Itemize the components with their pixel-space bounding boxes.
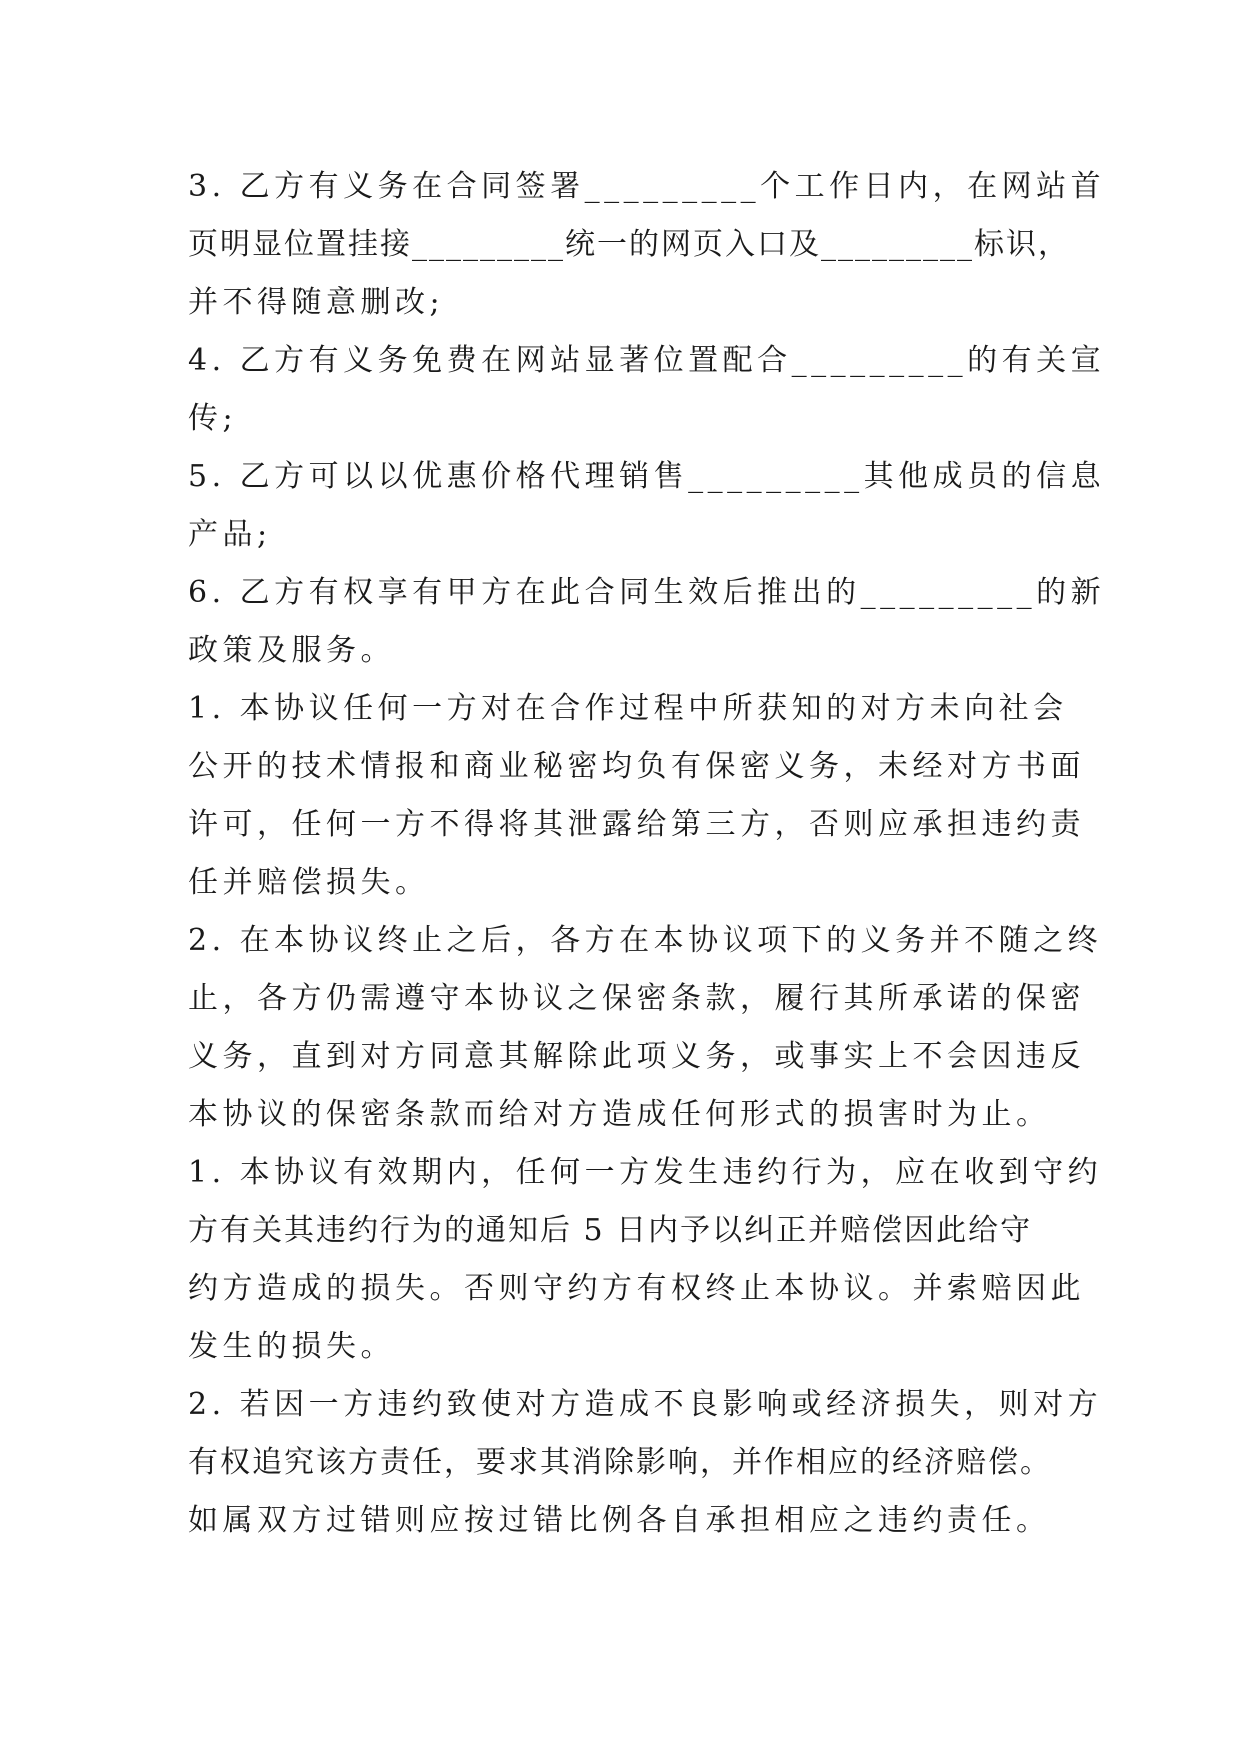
text-line: 政策及服务。 — [188, 633, 395, 668]
text-line: 2. 在本协议终止之后，各方在本协议项下的义务并不随之终 — [188, 923, 1103, 958]
text-line: 义务，直到对方同意其解除此项义务，或事实上不会因违反 — [188, 1039, 1085, 1074]
text-line: 3. 乙方有义务在合同签署_________个工作日内，在网站首 — [188, 169, 1106, 204]
text-line: 许可，任何一方不得将其泄露给第三方，否则应承担违约责 — [188, 807, 1085, 842]
text-line: 产品; — [188, 517, 272, 552]
text-line: 5. 乙方可以以优惠价格代理销售_________其他成员的信息 — [188, 459, 1106, 494]
text-line: 任并赔偿损失。 — [188, 865, 430, 900]
text-line: 2. 若因一方违约致使对方造成不良影响或经济损失，则对方 — [188, 1387, 1103, 1422]
text-line: 方有关其违约行为的通知后 5 日内予以纠正并赔偿因此给守 — [188, 1213, 1033, 1248]
text-line: 如属双方过错则应按过错比例各自承担相应之违约责任。 — [188, 1503, 1051, 1538]
text-line: 传; — [188, 401, 238, 436]
text-line: 并不得随意删改; — [188, 285, 445, 320]
text-line: 页明显位置挂接_________统一的网页入口及_________标识， — [188, 227, 1070, 262]
text-line: 约方造成的损失。否则守约方有权终止本协议。并索赔因此 — [188, 1271, 1085, 1306]
text-line: 本协议的保密条款而给对方造成任何形式的损害时为止。 — [188, 1097, 1051, 1132]
text-line: 1. 本协议任何一方对在合作过程中所获知的对方未向社会 — [188, 691, 1068, 726]
text-line: 止，各方仍需遵守本协议之保密条款，履行其所承诺的保密 — [188, 981, 1085, 1016]
text-line: 1. 本协议有效期内，任何一方发生违约行为，应在收到守约 — [188, 1155, 1103, 1190]
text-line: 6. 乙方有权享有甲方在此合同生效后推出的_________的新 — [188, 575, 1106, 610]
text-line: 发生的损失。 — [188, 1329, 395, 1364]
document-body — [188, 158, 1106, 1550]
text-line: 公开的技术情报和商业秘密均负有保密义务，未经对方书面 — [188, 749, 1085, 784]
text-line: 有权追究该方责任，要求其消除影响，并作相应的经济赔偿。 — [188, 1445, 1052, 1480]
text-line: 4. 乙方有义务免费在网站显著位置配合_________的有关宣 — [188, 343, 1106, 378]
